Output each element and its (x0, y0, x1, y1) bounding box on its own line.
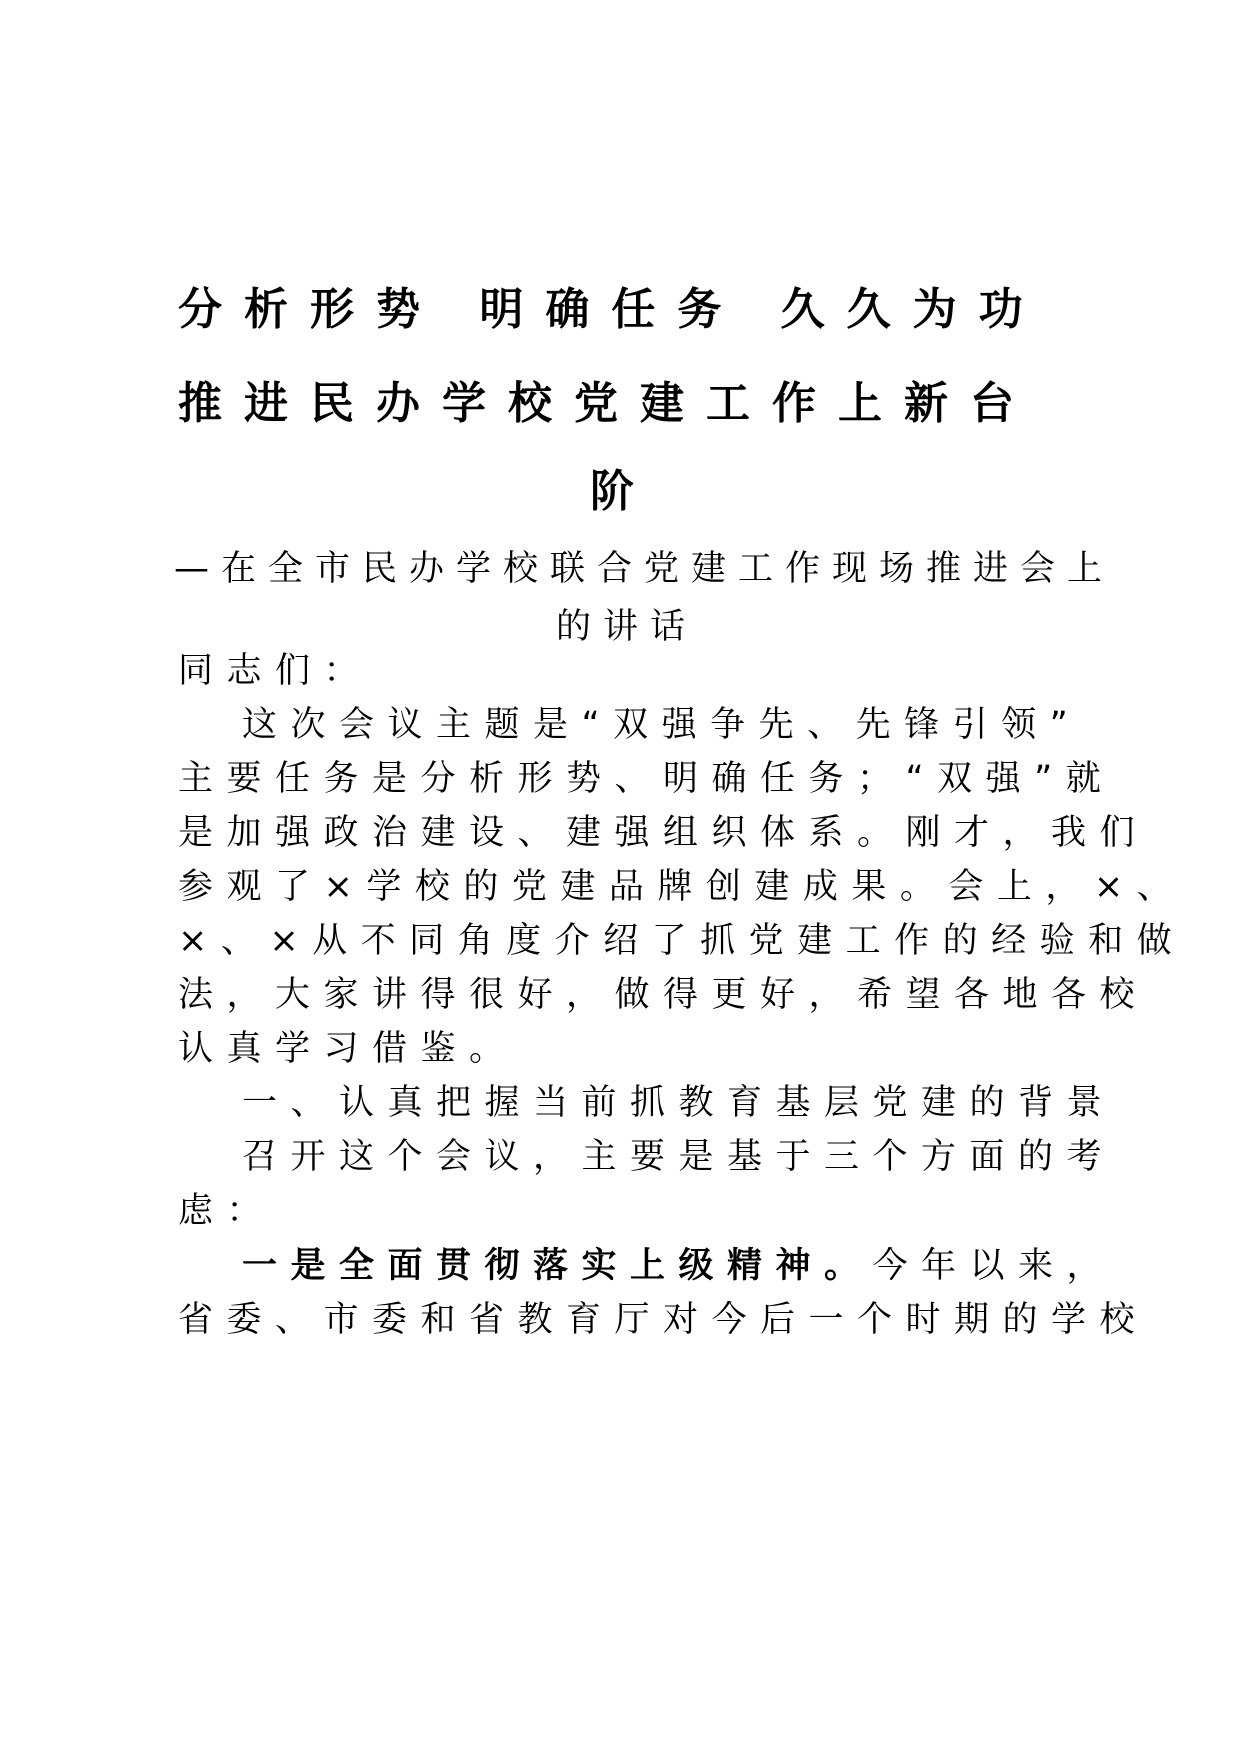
paragraph1-line: ×、×从不同角度介绍了抓党建工作的经验和做 (178, 921, 1186, 961)
section-heading: 一、认真把握当前抓教育基层党建的背景 (242, 1083, 1116, 1123)
paragraph3-line1-rest: 今年以来， (872, 1246, 1116, 1286)
paragraph1-line: 是加强政治建设、建强组织体系。刚才，我们 (178, 813, 1149, 853)
title-line-1: 分析形势 明确任务 久久为功 (178, 284, 1045, 335)
paragraph3-bold-lead: 一是全面贯彻落实上级精神。 (242, 1246, 873, 1286)
paragraph2-line: 召开这个会议，主要是基于三个方面的考 (242, 1137, 1116, 1177)
paragraph1-line: 主要任务是分析形势、明确任务；“双强”就 (178, 759, 1115, 799)
title-line-2: 推进民办学校党建工作上新台 (178, 378, 1036, 429)
paragraph3-line-1 (242, 1246, 1116, 1286)
paragraph3-line-2: 省委、市委和省教育厅对今后一个时期的学校 (178, 1300, 1149, 1340)
paragraph2-line: 虑： (178, 1191, 276, 1231)
paragraph1-line: 这次会议主题是“双强争先、先锋引领” (242, 705, 1082, 745)
paragraph1-line: 认真学习借鉴。 (178, 1029, 518, 1069)
subtitle-line-2: 的讲话 (556, 607, 698, 647)
paragraph1-line: 法，大家讲得很好，做得更好，希望各地各校 (178, 975, 1149, 1015)
subtitle-line-1: —在全市民办学校联合党建工作现场推进会上 (174, 549, 1115, 589)
title-line-3: 阶 (590, 466, 656, 517)
salutation: 同志们： (178, 651, 373, 691)
paragraph1-line: 参观了×学校的党建品牌创建成果。会上，×、 (178, 867, 1186, 907)
